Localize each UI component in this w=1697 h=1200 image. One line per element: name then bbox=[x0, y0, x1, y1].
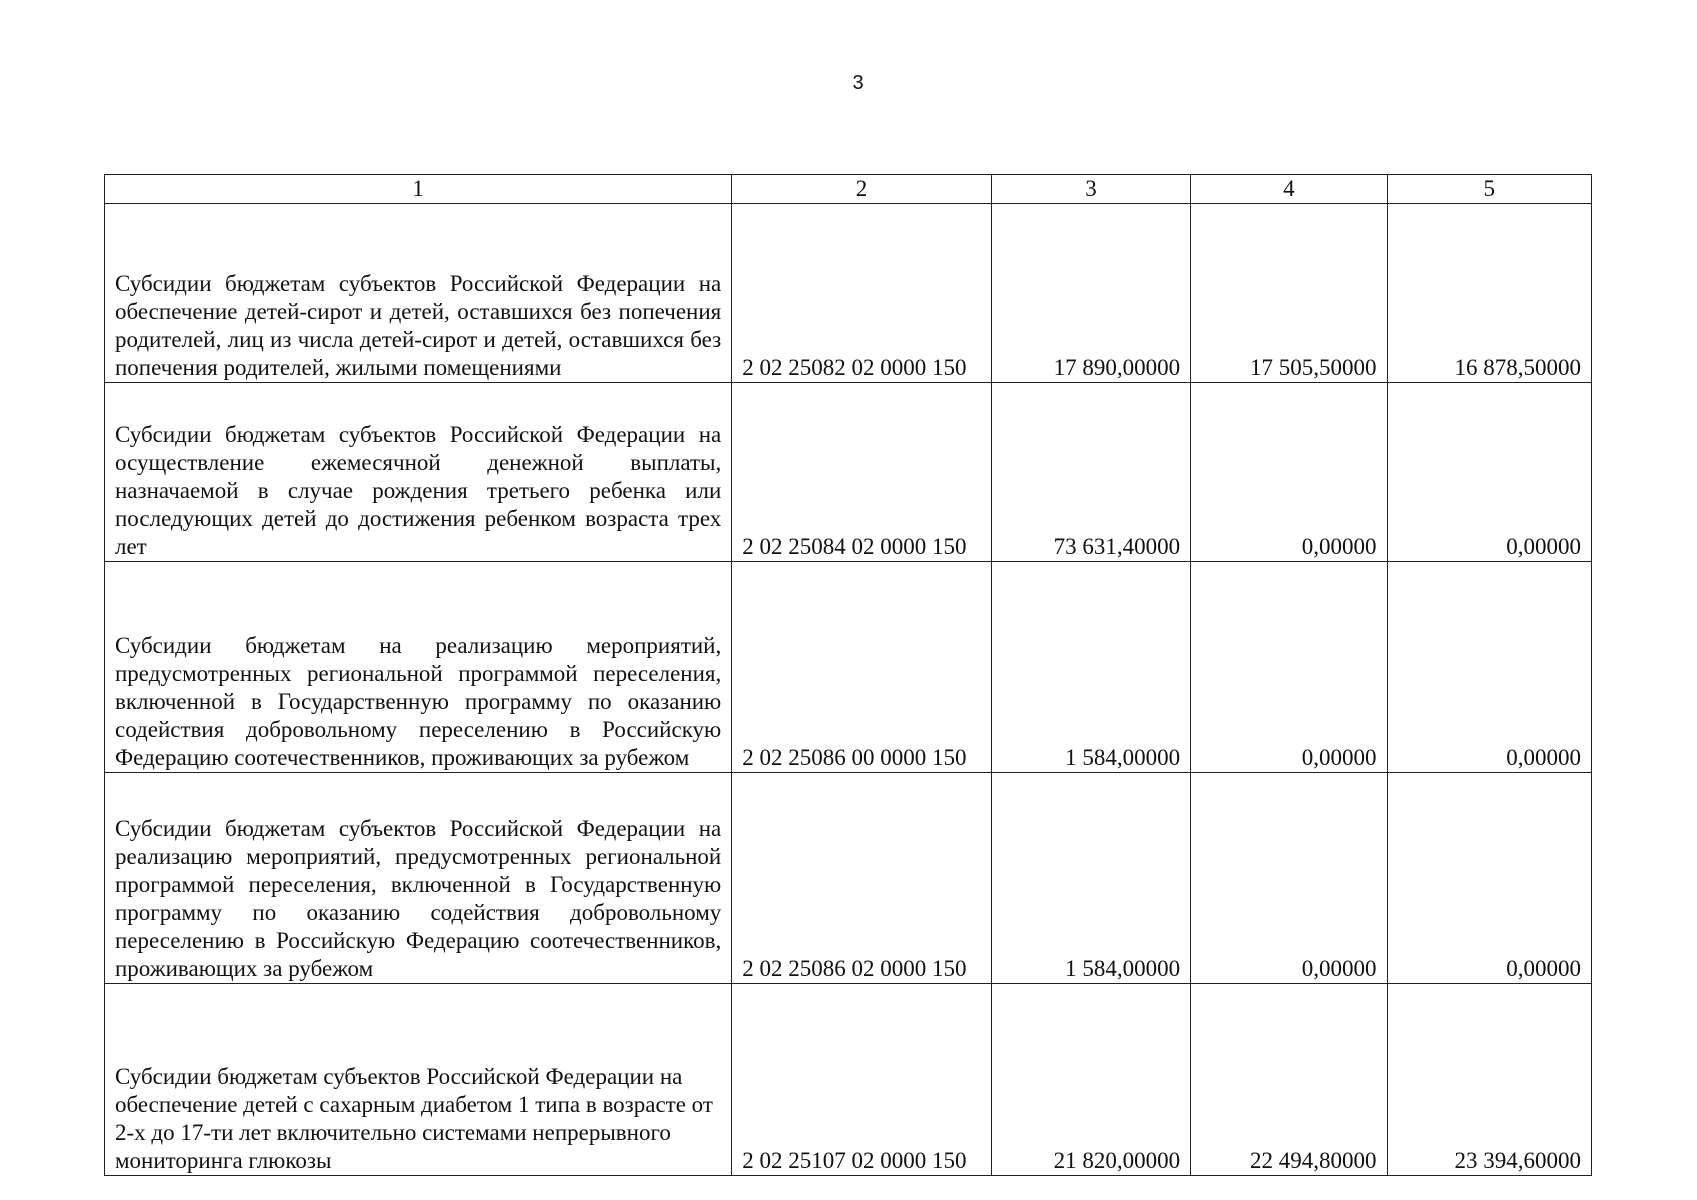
table-row bbox=[105, 984, 1592, 1176]
row-description: Субсидии бюджетам на реализацию мероприятий, предусмотренных региональной программой переселения, включенной в Государственную программу по оказанию содействия добровольному переселению в Российскую Федерацию соотечественников, проживающих за рубежом bbox=[105, 562, 732, 773]
row-amount-col3: 1 584,00000 bbox=[991, 562, 1190, 773]
column-header-2: 2 bbox=[732, 175, 992, 204]
row-description: Субсидии бюджетам субъектов Российской Федерации на осуществление ежемесячной денежной выплаты, назначаемой в случае рождения третьего ребенка или последующих детей до достижения ребенком возраста трех лет bbox=[105, 383, 732, 562]
row-amount-col3: 73 631,40000 bbox=[991, 383, 1190, 562]
column-header-1: 1 bbox=[105, 175, 732, 204]
row-amount-col4: 0,00000 bbox=[1191, 562, 1387, 773]
column-header-3: 3 bbox=[991, 175, 1190, 204]
row-amount-col5: 16 878,50000 bbox=[1387, 204, 1591, 383]
row-budget-code: 2 02 25082 02 0000 150 bbox=[732, 204, 992, 383]
row-description: Субсидии бюджетам субъектов Российской Федерации на реализацию мероприятий, предусмотренных региональной программой переселения, включенной в Государственную программу по оказанию содействия добровольному переселению в Российскую Федерацию соотечественников, проживающих за рубежом bbox=[105, 773, 732, 984]
row-amount-col4: 0,00000 bbox=[1191, 773, 1387, 984]
row-amount-col4: 17 505,50000 bbox=[1191, 204, 1387, 383]
row-amount-col5: 0,00000 bbox=[1387, 562, 1591, 773]
row-amount-col3: 17 890,00000 bbox=[991, 204, 1190, 383]
row-amount-col5: 23 394,60000 bbox=[1387, 984, 1591, 1176]
row-budget-code: 2 02 25084 02 0000 150 bbox=[732, 383, 992, 562]
row-amount-col3: 1 584,00000 bbox=[991, 773, 1190, 984]
row-budget-code: 2 02 25107 02 0000 150 bbox=[732, 984, 992, 1176]
row-budget-code: 2 02 25086 02 0000 150 bbox=[732, 773, 992, 984]
row-amount-col5: 0,00000 bbox=[1387, 383, 1591, 562]
header-row bbox=[105, 175, 1592, 204]
row-amount-col4: 0,00000 bbox=[1191, 383, 1387, 562]
row-amount-col3: 21 820,00000 bbox=[991, 984, 1190, 1176]
budget-table bbox=[104, 174, 1592, 1176]
table-row bbox=[105, 383, 1592, 562]
table-row bbox=[105, 773, 1592, 984]
row-description: Субсидии бюджетам субъектов Российской Федерации на обеспечение детей-сирот и детей, оставшихся без попечения родителей, лиц из числа детей-сирот и детей, оставшихся без попечения родителей, жилыми помещениями bbox=[105, 204, 732, 383]
column-header-5: 5 bbox=[1387, 175, 1591, 204]
row-description: Субсидии бюджетам субъектов Российской Федерации на обеспечение детей с сахарным диабетом 1 типа в возрасте от 2-х до 17-ти лет включительно системами непрерывного мониторинга глюкозы bbox=[105, 984, 732, 1176]
row-amount-col4: 22 494,80000 bbox=[1191, 984, 1387, 1176]
column-header-4: 4 bbox=[1191, 175, 1387, 204]
page-number: 3 bbox=[852, 72, 864, 94]
row-amount-col5: 0,00000 bbox=[1387, 773, 1591, 984]
table-row bbox=[105, 562, 1592, 773]
table-row bbox=[105, 204, 1592, 383]
row-budget-code: 2 02 25086 00 0000 150 bbox=[732, 562, 992, 773]
